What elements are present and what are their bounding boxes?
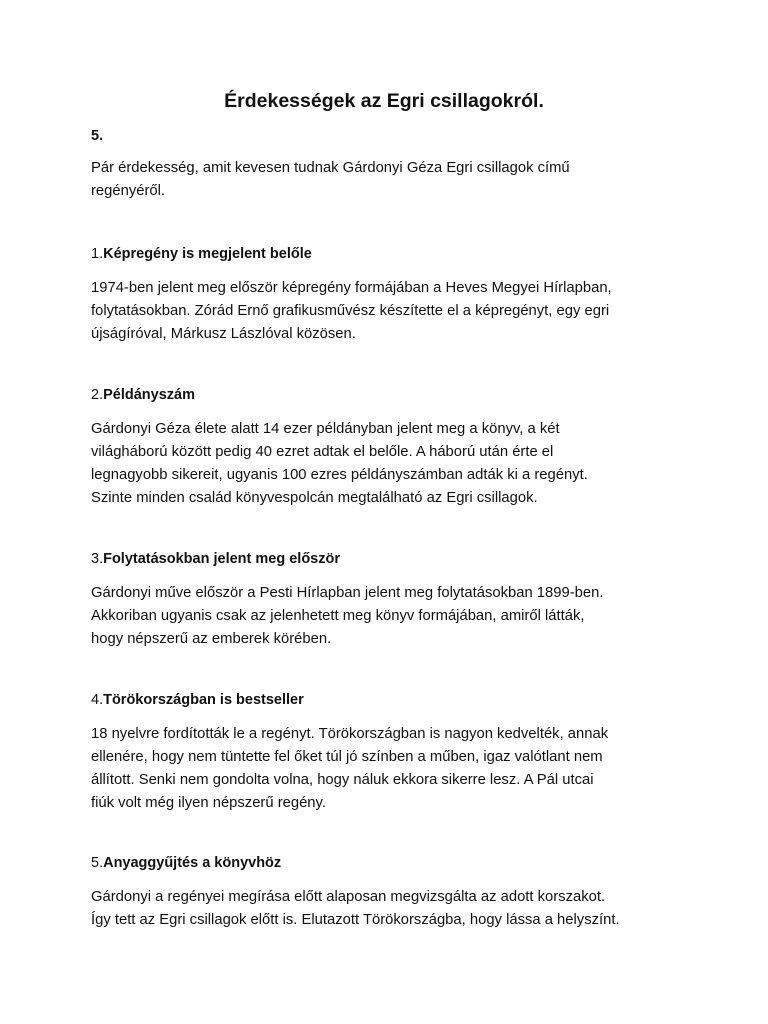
section-title: Anyaggyűjtés a könyvhöz bbox=[103, 855, 282, 871]
paragraph-line: 1974-ben jelent meg először képregény formájában a Heves Megyei Hírlapban, bbox=[91, 280, 612, 296]
section-2 bbox=[91, 385, 686, 510]
section-title: Törökországban is bestseller bbox=[103, 692, 304, 708]
paragraph-line: Szinte minden család könyvespolcán megtalálható az Egri csillagok. bbox=[91, 490, 538, 506]
section-heading bbox=[91, 385, 686, 405]
section-title: Képregény is megjelent belőle bbox=[103, 246, 312, 262]
section-number: 4. bbox=[91, 692, 104, 708]
section-title: Folytatásokban jelent meg először bbox=[103, 551, 340, 567]
document-title: Érdekességek az Egri csillagokról. bbox=[224, 90, 544, 112]
paragraph-line: világháború között pedig 40 ezret adtak el belőle. A háború után érte el bbox=[91, 444, 554, 460]
paragraph-line: 18 nyelvre fordították le a regényt. Törökországban is nagyon kedvelték, annak bbox=[91, 726, 609, 742]
paragraph-line: legnagyobb sikereit, ugyanis 100 ezres példányszámban adták ki a regényt. bbox=[91, 467, 588, 483]
paragraph-line: Gárdonyi műve először a Pesti Hírlapban jelent meg folytatásokban 1899-ben. bbox=[91, 585, 604, 601]
intro-line: Pár érdekesség, amit kevesen tudnak Gárdonyi Géza Egri csillagok című bbox=[91, 160, 570, 176]
section-title: Példányszám bbox=[103, 387, 195, 403]
section-paragraph bbox=[91, 418, 686, 510]
section-heading bbox=[91, 244, 686, 264]
paragraph-line: folytatásokban. Zórád Ernő grafikusművész készítette el a képregényt, egy egri bbox=[91, 303, 610, 319]
paragraph-line: állított. Senki nem gondolta volna, hogy náluk ekkora sikerre lesz. A Pál utcai bbox=[91, 772, 594, 788]
section-number: 3. bbox=[91, 551, 104, 567]
section-number: 2. bbox=[91, 387, 104, 403]
section-paragraph bbox=[91, 723, 686, 815]
section-heading bbox=[91, 690, 686, 710]
paragraph-line: Gárdonyi a regényei megírása előtt alaposan megvizsgálta az adott korszakot. bbox=[91, 889, 606, 905]
paragraph-line: ellenére, hogy nem tüntette fel őket túl jó színben a műben, igaz valótlant nem bbox=[91, 749, 603, 765]
section-heading bbox=[91, 549, 686, 569]
section-paragraph bbox=[91, 582, 686, 651]
section-paragraph bbox=[91, 277, 686, 346]
article-number: 5. bbox=[91, 128, 104, 144]
paragraph-line: Gárdonyi Géza élete alatt 14 ezer példányban jelent meg a könyv, a két bbox=[91, 421, 560, 437]
intro-paragraph bbox=[91, 157, 681, 203]
paragraph-line: hogy népszerű az emberek körében. bbox=[91, 631, 332, 647]
section-number: 5. bbox=[91, 855, 104, 871]
section-number: 1. bbox=[91, 246, 104, 262]
paragraph-line: Akkoriban ugyanis csak az jelenhetett meg könyv formájában, amiről látták, bbox=[91, 608, 585, 624]
section-paragraph bbox=[91, 886, 686, 932]
paragraph-line: újságíróval, Márkusz Lászlóval közösen. bbox=[91, 326, 356, 342]
paragraph-line: Így tett az Egri csillagok előtt is. Elutazott Törökországba, hogy lássa a helyszínt. bbox=[91, 912, 620, 928]
section-5 bbox=[91, 853, 686, 932]
section-4 bbox=[91, 690, 686, 815]
section-3 bbox=[91, 549, 686, 651]
section-1 bbox=[91, 244, 686, 346]
section-heading bbox=[91, 853, 686, 873]
paragraph-line: fiúk volt még ilyen népszerű regény. bbox=[91, 795, 326, 811]
intro-line: regényéről. bbox=[91, 183, 166, 199]
